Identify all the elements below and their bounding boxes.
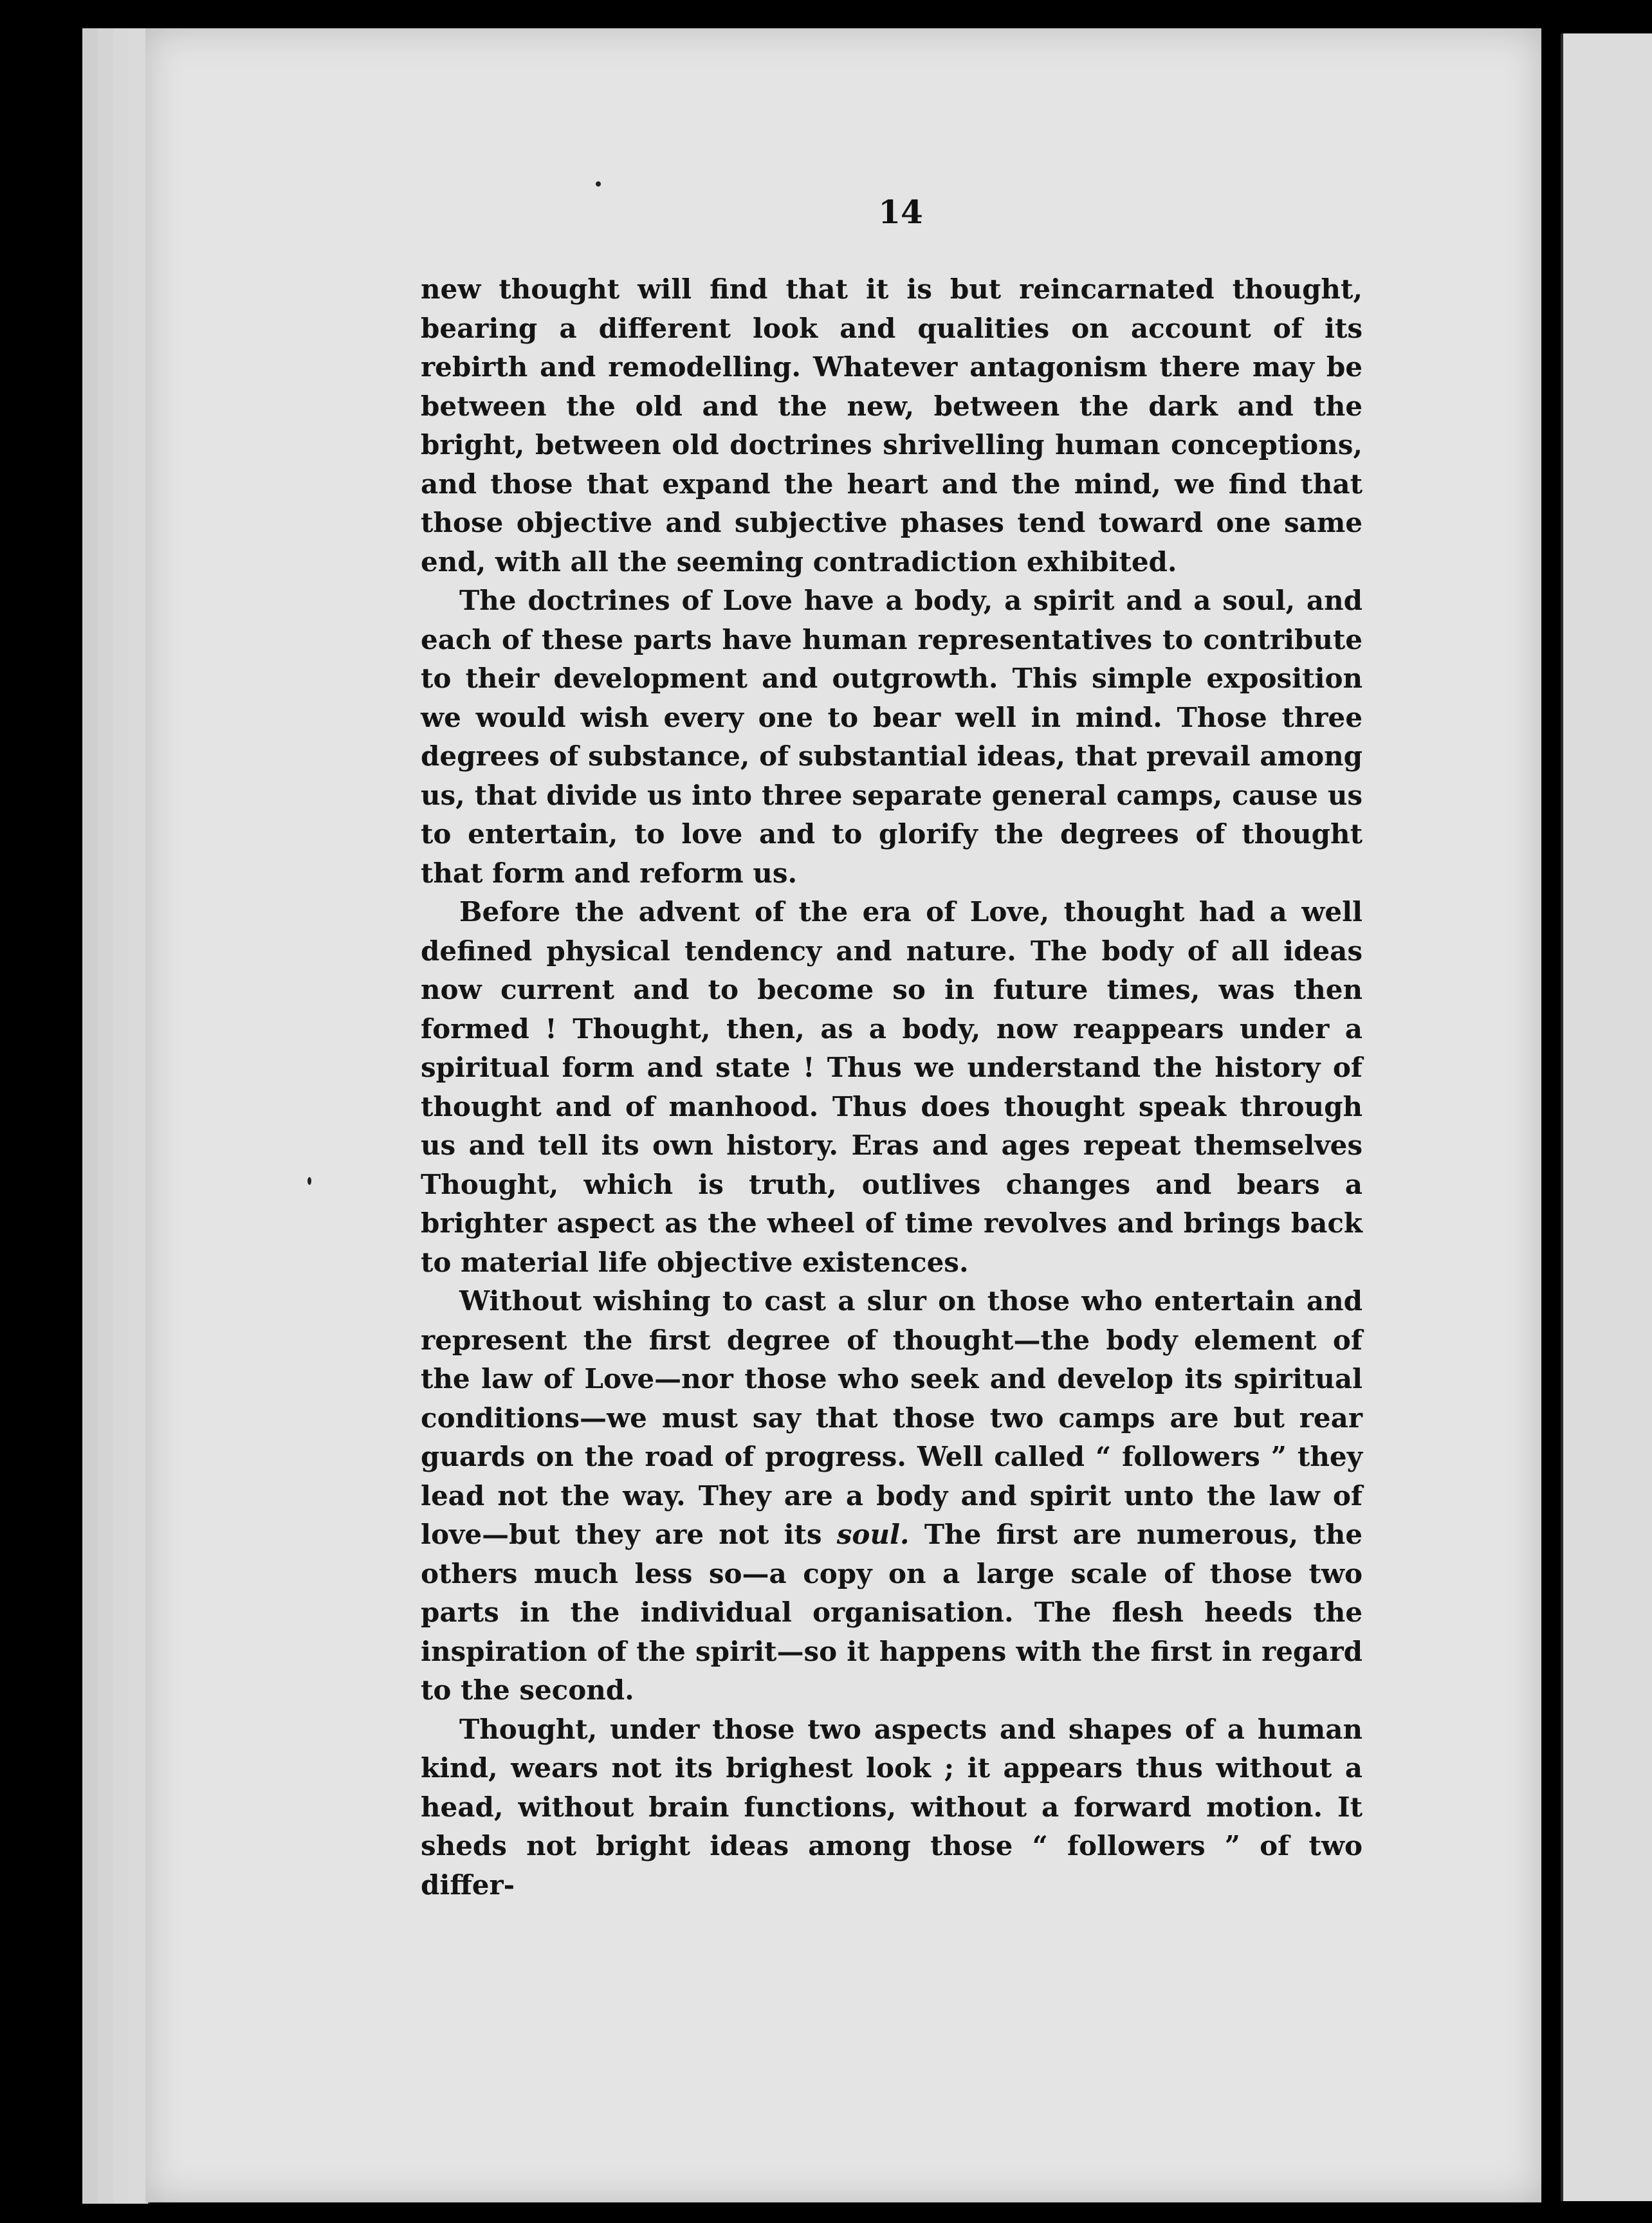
paragraph xyxy=(421,1282,1363,1710)
body-text xyxy=(421,270,1363,1905)
paragraph-text: Without wishing to cast a slur on those who entertain and represent the first degree of thought—the body element of the law of Love—nor those who seek and develop its spiritual conditions—we must say that those two camps are but rear guards on the road of progress. Well called “ followers ” they lead not the way. They are a body and spirit unto the law of love—but they are not its xyxy=(421,1285,1363,1550)
ink-speck xyxy=(596,181,601,187)
paragraph: Thought, under those two aspects and shapes of a human kind, wears not its brighest look ; it appears thus without a head, without brain functions, without a forward motion. It sheds not bright ideas among those “ followers ” of two differ- xyxy=(421,1713,1363,1901)
page-number: 14 xyxy=(878,193,923,231)
emphasis-text: soul. xyxy=(836,1519,910,1550)
paragraph-text: The first are numerous, the others much less so—a copy on a large scale of those two parts in the individual organisation. The flesh heeds the inspiration of the spirit—so it happens with the first in regard to the second. xyxy=(421,1519,1363,1706)
ink-speck xyxy=(307,1177,311,1185)
paragraph: The doctrines of Love have a body, a spirit and a soul, and each of these parts have human representatives to contribute to their development and outgrowth. This simple exposition we would wish every one to bear well in mind. Those three degrees of substance, of substantial ideas, that prevail among us, that divide us into three separate general camps, cause us to entertain, to love and to glorify the degrees of thought that form and reform us. xyxy=(421,585,1363,889)
paragraph: Before the advent of the era of Love, thought had a well defined physical tendency and nature. The body of all ideas now current and to become so in future times, was then formed ! Thought, then, as a body, now reappears under a spiritual form and state ! Thus we understand the history of thought and of manhood. Thus does thought speak through us and tell its own history. Eras and ages repeat themselves Thought, which is truth, outlives changes and bears a brighter aspect as the wheel of time revolves and brings back to material life objective existences. xyxy=(421,896,1363,1278)
paragraph: new thought will find that it is but reincarnated thought, bearing a different look and qualities on account of its rebirth and remodelling. Whatever antagonism there may be between the old and the new, between the dark and the bright, between old doctrines shrivelling human conceptions, and those that expand the heart and the mind, we find that those objective and subjective phases tend toward one same end, with all the seeming contradiction exhibited. xyxy=(421,273,1363,578)
facing-page-edge xyxy=(1561,33,1652,2201)
